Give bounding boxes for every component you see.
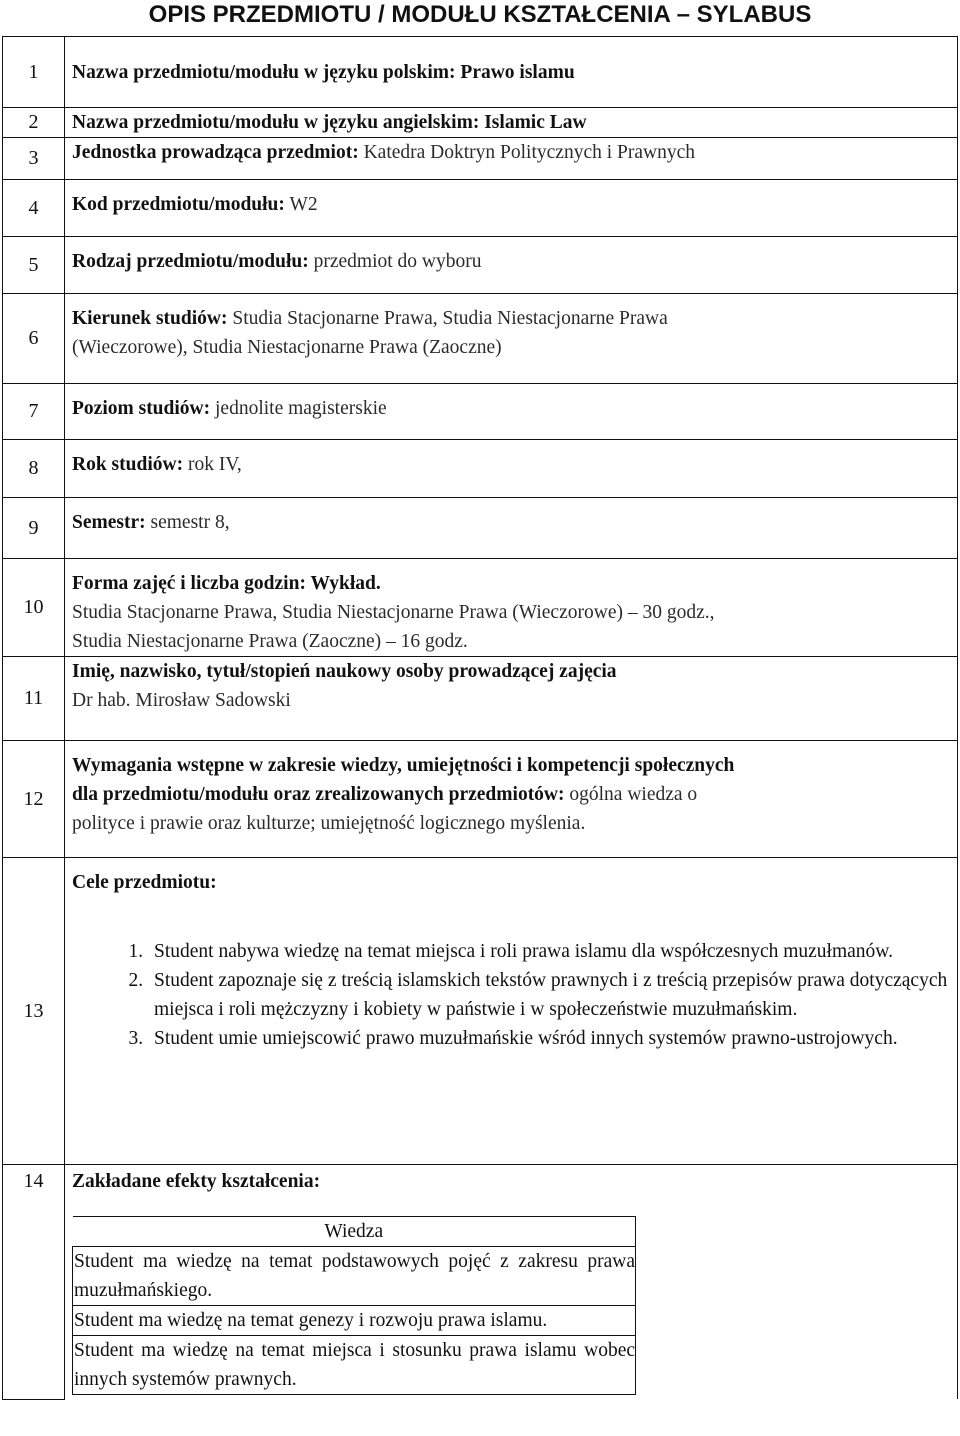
field-value: Islamic Law [484, 112, 587, 133]
document-title: OPIS PRZEDMIOTU / MODUŁU KSZTAŁCENIA – SYLABUS [148, 1, 812, 28]
list-item: 3. Student umie umiejscowić prawo muzułmańskie wśród innych systemów prawno-ustrojowych. [148, 1024, 951, 1053]
row-number: 3 [3, 138, 65, 180]
field-label: Nazwa przedmiotu/modułu w języku angielskim: [72, 112, 480, 133]
row-content [65, 294, 958, 384]
row-number: 5 [3, 237, 65, 294]
field-label: Imię, nazwisko, tytuł/stopień naukowy osoby prowadzącej zajęcia [72, 661, 617, 682]
field-value: jednolite magisterskie [215, 398, 387, 419]
field-value: ogólna wiedza o [569, 784, 698, 805]
row-content [65, 559, 958, 657]
field-label: Rodzaj przedmiotu/modułu: [72, 251, 309, 272]
field-label-continued: dla przedmiotu/modułu oraz zrealizowanych przedmiotów: [72, 784, 565, 805]
field-value: Prawo islamu [460, 61, 575, 83]
row-number: 10 [3, 559, 65, 657]
table-header: Wiedza [73, 1217, 636, 1247]
table-cell: Student ma wiedzę na temat podstawowych pojęć z zakresu prawa muzułmańskiego. [73, 1247, 636, 1306]
field-value: przedmiot do wyboru [313, 251, 482, 272]
list-item: 1. Student nabywa wiedzę na temat miejsca i roli prawa islamu dla współczesnych muzułmanów. [148, 937, 951, 966]
table-row [3, 138, 958, 180]
field-label: Forma zajęć i liczba godzin: Wykład. [72, 573, 381, 594]
table-cell: Student ma wiedzę na temat miejsca i stosunku prawa islamu wobec innych systemów prawnych. [73, 1336, 636, 1395]
row-number: 1 [3, 37, 65, 108]
field-label: Semestr: [72, 512, 146, 533]
table-row [3, 498, 958, 559]
row-content [65, 498, 958, 559]
table-row [3, 1165, 958, 1400]
row-content [65, 440, 958, 498]
field-label: Kierunek studiów: [72, 308, 228, 329]
list-item: 2. Student zapoznaje się z treścią islamskich tekstów prawnych i z treścią przepisów prawa dotyczących miejsca i roli mężczyzny i kobiety w państwie i w społeczeństwie muzułmańskim. [148, 966, 951, 1024]
row-number: 6 [3, 294, 65, 384]
table-row [3, 294, 958, 384]
field-value: W2 [289, 194, 318, 215]
field-label: Cele przedmiotu: [72, 872, 217, 893]
table-row [3, 108, 958, 138]
field-label: Jednostka prowadząca przedmiot: [72, 142, 359, 163]
row-content [65, 1165, 958, 1400]
field-value-continued: polityce i prawie oraz kulturze; umiejętność logicznego myślenia. [72, 813, 586, 834]
row-number: 14 [3, 1165, 65, 1400]
syllabus-table [2, 36, 958, 1400]
field-value: Studia Stacjonarne Prawa, Studia Niestacjonarne Prawa (Wieczorowe) – 30 godz., [72, 602, 715, 623]
table-row [73, 1336, 636, 1395]
row-content [65, 180, 958, 237]
row-number: 12 [3, 741, 65, 858]
table-row [3, 741, 958, 858]
row-content [65, 237, 958, 294]
field-label: Rok studiów: [72, 454, 184, 475]
row-number: 13 [3, 858, 65, 1165]
row-content [65, 657, 958, 741]
field-label: Zakładane efekty kształcenia: [72, 1171, 321, 1192]
row-content [65, 138, 958, 180]
table-row [3, 559, 958, 657]
field-value: Dr hab. Mirosław Sadowski [72, 690, 291, 711]
row-number: 9 [3, 498, 65, 559]
row-number: 2 [3, 108, 65, 138]
table-row [73, 1306, 636, 1336]
table-row [3, 384, 958, 440]
row-content [65, 858, 958, 1165]
field-value-continued: (Wieczorowe), Studia Niestacjonarne Prawa (Zaoczne) [72, 337, 502, 358]
row-content [65, 384, 958, 440]
row-number: 11 [3, 657, 65, 741]
learning-outcomes-table [72, 1216, 636, 1395]
goals-list [72, 937, 951, 1053]
table-row [3, 180, 958, 237]
field-label: Kod przedmiotu/modułu: [72, 194, 285, 215]
table-row [3, 657, 958, 741]
field-value: Katedra Doktryn Politycznych i Prawnych [363, 142, 696, 163]
row-number: 7 [3, 384, 65, 440]
row-content [65, 37, 958, 108]
field-value-continued: Studia Niestacjonarne Prawa (Zaoczne) – 16 godz. [72, 631, 468, 652]
table-row [3, 858, 958, 1165]
row-content [65, 741, 958, 858]
table-row [3, 37, 958, 108]
row-number: 4 [3, 180, 65, 237]
table-cell: Student ma wiedzę na temat genezy i rozwoju prawa islamu. [73, 1306, 636, 1336]
field-label: Wymagania wstępne w zakresie wiedzy, umiejętności i kompetencji społecznych [72, 755, 735, 776]
row-number: 8 [3, 440, 65, 498]
table-row [73, 1217, 636, 1247]
field-value: Studia Stacjonarne Prawa, Studia Niestacjonarne Prawa [232, 308, 668, 329]
table-row [73, 1247, 636, 1306]
table-row [3, 237, 958, 294]
table-row [3, 440, 958, 498]
row-content [65, 108, 958, 138]
field-label: Poziom studiów: [72, 398, 211, 419]
field-value: rok IV, [187, 454, 242, 475]
field-value: semestr 8, [150, 512, 230, 533]
field-label: Nazwa przedmiotu/modułu w języku polskim: [72, 61, 456, 83]
